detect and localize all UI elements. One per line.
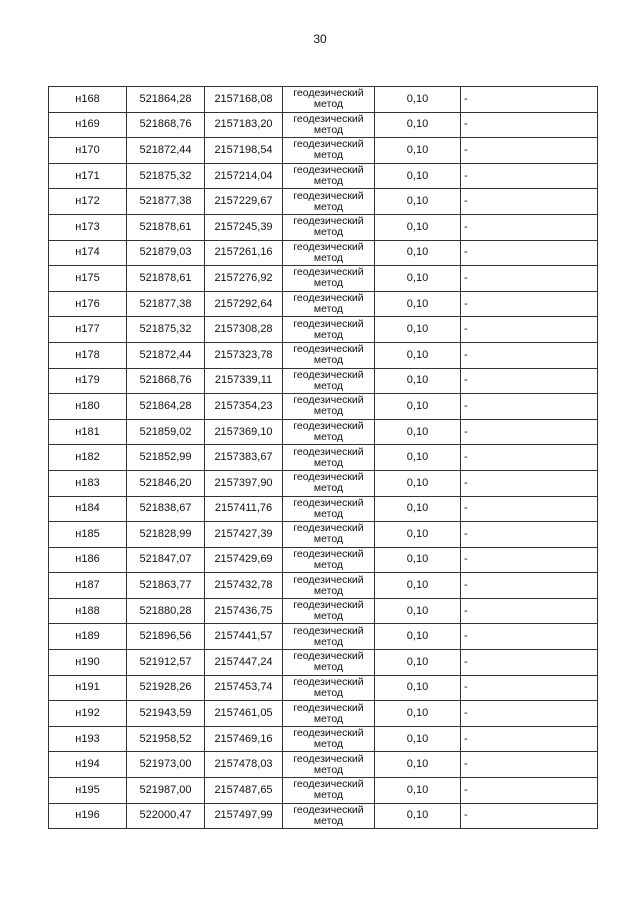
point-cell: н176 [49,291,127,317]
accuracy-cell: 0,10 [375,778,461,804]
method-line-1: геодезический [293,778,364,791]
table-row [49,726,598,752]
accuracy-cell: 0,10 [375,470,461,496]
accuracy-cell: 0,10 [375,240,461,266]
method-line-2: метод [313,686,344,699]
x-coordinate-cell: 521852,99 [127,445,205,471]
accuracy-cell: 0,10 [375,394,461,420]
table-row [49,547,598,573]
point-cell: н183 [49,470,127,496]
table-row [49,317,598,343]
y-coordinate-cell: 2157411,76 [205,496,283,522]
point-cell: н189 [49,624,127,650]
y-coordinate-cell: 2157397,90 [205,470,283,496]
table-row [49,87,598,113]
y-coordinate-cell: 2157245,39 [205,214,283,240]
method-cell [283,317,375,343]
x-coordinate-cell: 521828,99 [127,522,205,548]
y-coordinate-cell: 2157447,24 [205,650,283,676]
method-line-2: метод [313,507,344,520]
x-coordinate-cell: 521864,28 [127,394,205,420]
accuracy-cell: 0,10 [375,598,461,624]
method-line-1: геодезический [293,752,364,765]
note-cell: - [461,419,598,445]
x-coordinate-cell: 521864,28 [127,87,205,113]
method-cell [283,163,375,189]
table-row [49,214,598,240]
method-line-2: метод [313,251,344,264]
x-coordinate-cell: 521846,20 [127,470,205,496]
method-cell [283,470,375,496]
method-line-2: метод [313,123,344,136]
point-cell: н170 [49,138,127,164]
y-coordinate-cell: 2157214,04 [205,163,283,189]
point-cell: н179 [49,368,127,394]
y-coordinate-cell: 2157261,16 [205,240,283,266]
method-line-2: метод [313,149,344,162]
method-line-2: метод [313,328,344,341]
accuracy-cell: 0,10 [375,701,461,727]
x-coordinate-cell: 521958,52 [127,726,205,752]
method-cell [283,368,375,394]
point-cell: н188 [49,598,127,624]
y-coordinate-cell: 2157292,64 [205,291,283,317]
method-line-2: метод [313,610,344,623]
x-coordinate-cell: 521838,67 [127,496,205,522]
accuracy-cell: 0,10 [375,87,461,113]
method-line-1: геодезический [293,189,364,202]
x-coordinate-cell: 521872,44 [127,138,205,164]
note-cell: - [461,394,598,420]
note-cell: - [461,342,598,368]
y-coordinate-cell: 2157354,23 [205,394,283,420]
note-cell: - [461,624,598,650]
method-cell [283,522,375,548]
accuracy-cell: 0,10 [375,342,461,368]
method-cell [283,726,375,752]
method-cell [283,291,375,317]
y-coordinate-cell: 2157383,67 [205,445,283,471]
method-cell [283,87,375,113]
x-coordinate-cell: 521878,61 [127,214,205,240]
y-coordinate-cell: 2157487,65 [205,778,283,804]
accuracy-cell: 0,10 [375,624,461,650]
y-coordinate-cell: 2157497,99 [205,803,283,829]
table-row [49,368,598,394]
accuracy-cell: 0,10 [375,573,461,599]
point-cell: н181 [49,419,127,445]
point-cell: н192 [49,701,127,727]
method-line-2: метод [313,303,344,316]
y-coordinate-cell: 2157429,69 [205,547,283,573]
point-cell: н175 [49,266,127,292]
method-cell [283,650,375,676]
method-line-1: геодезический [293,368,364,381]
accuracy-cell: 0,10 [375,522,461,548]
y-coordinate-cell: 2157453,74 [205,675,283,701]
point-cell: н184 [49,496,127,522]
method-line-2: метод [313,712,344,725]
method-cell [283,112,375,138]
y-coordinate-cell: 2157478,03 [205,752,283,778]
x-coordinate-cell: 521878,61 [127,266,205,292]
method-line-1: геодезический [293,292,364,305]
method-cell [283,675,375,701]
x-coordinate-cell: 521863,77 [127,573,205,599]
note-cell: - [461,445,598,471]
note-cell: - [461,701,598,727]
table-row [49,752,598,778]
method-cell [283,803,375,829]
method-line-1: геодезический [293,471,364,484]
note-cell: - [461,291,598,317]
table-row [49,573,598,599]
note-cell: - [461,214,598,240]
y-coordinate-cell: 2157229,67 [205,189,283,215]
note-cell: - [461,675,598,701]
x-coordinate-cell: 522000,47 [127,803,205,829]
accuracy-cell: 0,10 [375,189,461,215]
method-line-1: геодезический [293,522,364,535]
table-row [49,445,598,471]
method-cell [283,573,375,599]
note-cell: - [461,650,598,676]
x-coordinate-cell: 521928,26 [127,675,205,701]
x-coordinate-cell: 521973,00 [127,752,205,778]
method-line-2: метод [313,738,344,751]
table-row [49,778,598,804]
method-line-2: метод [313,584,344,597]
method-line-1: геодезический [293,445,364,458]
y-coordinate-cell: 2157198,54 [205,138,283,164]
x-coordinate-cell: 521868,76 [127,112,205,138]
method-line-2: метод [313,635,344,648]
method-line-2: метод [313,814,344,827]
table-row [49,189,598,215]
x-coordinate-cell: 521875,32 [127,317,205,343]
point-cell: н193 [49,726,127,752]
method-cell [283,778,375,804]
note-cell: - [461,470,598,496]
method-line-1: геодезический [293,266,364,279]
method-cell [283,752,375,778]
point-cell: н168 [49,87,127,113]
note-cell: - [461,317,598,343]
point-cell: н187 [49,573,127,599]
point-cell: н178 [49,342,127,368]
method-line-2: метод [313,354,344,367]
point-cell: н186 [49,547,127,573]
coordinates-table [48,86,598,829]
y-coordinate-cell: 2157323,78 [205,342,283,368]
table-row [49,650,598,676]
method-line-2: метод [313,533,344,546]
note-cell: - [461,547,598,573]
x-coordinate-cell: 521868,76 [127,368,205,394]
method-line-1: геодезический [293,138,364,151]
note-cell: - [461,266,598,292]
method-line-1: геодезический [293,573,364,586]
point-cell: н182 [49,445,127,471]
y-coordinate-cell: 2157469,16 [205,726,283,752]
y-coordinate-cell: 2157339,11 [205,368,283,394]
accuracy-cell: 0,10 [375,138,461,164]
method-line-1: геодезический [293,650,364,663]
method-line-1: геодезический [293,496,364,509]
accuracy-cell: 0,10 [375,650,461,676]
accuracy-cell: 0,10 [375,368,461,394]
method-line-2: метод [313,226,344,239]
table-row [49,112,598,138]
method-line-2: метод [313,558,344,571]
accuracy-cell: 0,10 [375,726,461,752]
method-line-1: геодезический [293,701,364,714]
method-line-1: геодезический [293,675,364,688]
y-coordinate-cell: 2157432,78 [205,573,283,599]
point-cell: н196 [49,803,127,829]
point-cell: н177 [49,317,127,343]
point-cell: н195 [49,778,127,804]
point-cell: н190 [49,650,127,676]
accuracy-cell: 0,10 [375,317,461,343]
note-cell: - [461,368,598,394]
note-cell: - [461,726,598,752]
method-cell [283,266,375,292]
accuracy-cell: 0,10 [375,675,461,701]
note-cell: - [461,112,598,138]
table-row [49,138,598,164]
note-cell: - [461,189,598,215]
method-line-1: геодезический [293,394,364,407]
x-coordinate-cell: 521987,00 [127,778,205,804]
method-line-2: метод [313,789,344,802]
method-cell [283,445,375,471]
note-cell: - [461,752,598,778]
method-line-1: геодезический [293,803,364,816]
point-cell: н169 [49,112,127,138]
note-cell: - [461,573,598,599]
method-line-1: геодезический [293,87,364,100]
x-coordinate-cell: 521859,02 [127,419,205,445]
table-row [49,163,598,189]
method-cell [283,624,375,650]
x-coordinate-cell: 521912,57 [127,650,205,676]
x-coordinate-cell: 521879,03 [127,240,205,266]
accuracy-cell: 0,10 [375,163,461,189]
point-cell: н173 [49,214,127,240]
method-line-2: метод [313,456,344,469]
method-cell [283,189,375,215]
method-line-2: метод [313,277,344,290]
method-line-1: геодезический [293,599,364,612]
accuracy-cell: 0,10 [375,419,461,445]
y-coordinate-cell: 2157308,28 [205,317,283,343]
note-cell: - [461,803,598,829]
table-row [49,496,598,522]
note-cell: - [461,240,598,266]
note-cell: - [461,138,598,164]
point-cell: н191 [49,675,127,701]
coordinates-table-body [49,87,598,829]
accuracy-cell: 0,10 [375,803,461,829]
method-cell [283,419,375,445]
y-coordinate-cell: 2157427,39 [205,522,283,548]
method-line-1: геодезический [293,112,364,125]
method-line-1: геодезический [293,343,364,356]
method-cell [283,240,375,266]
method-cell [283,138,375,164]
note-cell: - [461,496,598,522]
method-line-2: метод [313,200,344,213]
y-coordinate-cell: 2157461,05 [205,701,283,727]
y-coordinate-cell: 2157369,10 [205,419,283,445]
point-cell: н171 [49,163,127,189]
x-coordinate-cell: 521896,56 [127,624,205,650]
accuracy-cell: 0,10 [375,214,461,240]
method-line-2: метод [313,405,344,418]
table-row [49,701,598,727]
note-cell: - [461,598,598,624]
y-coordinate-cell: 2157168,08 [205,87,283,113]
method-line-1: геодезический [293,547,364,560]
table-row [49,624,598,650]
method-line-1: геодезический [293,420,364,433]
table-row [49,803,598,829]
method-line-1: геодезический [293,164,364,177]
note-cell: - [461,87,598,113]
table-row [49,394,598,420]
table-row [49,470,598,496]
x-coordinate-cell: 521877,38 [127,189,205,215]
method-line-2: метод [313,175,344,188]
table-row [49,342,598,368]
method-line-1: геодезический [293,624,364,637]
point-cell: н172 [49,189,127,215]
table-row [49,266,598,292]
point-cell: н174 [49,240,127,266]
method-line-1: геодезический [293,240,364,253]
method-line-2: метод [313,431,344,444]
method-line-1: геодезический [293,215,364,228]
method-line-2: метод [313,482,344,495]
method-cell [283,214,375,240]
x-coordinate-cell: 521847,07 [127,547,205,573]
table-row [49,240,598,266]
method-line-1: геодезический [293,317,364,330]
point-cell: н194 [49,752,127,778]
accuracy-cell: 0,10 [375,112,461,138]
y-coordinate-cell: 2157276,92 [205,266,283,292]
point-cell: н185 [49,522,127,548]
method-cell [283,598,375,624]
method-line-2: метод [313,379,344,392]
table-row [49,675,598,701]
table-row [49,419,598,445]
accuracy-cell: 0,10 [375,291,461,317]
page-number: 30 [313,32,327,46]
method-line-1: геодезический [293,727,364,740]
x-coordinate-cell: 521872,44 [127,342,205,368]
note-cell: - [461,163,598,189]
method-cell [283,394,375,420]
point-cell: н180 [49,394,127,420]
x-coordinate-cell: 521875,32 [127,163,205,189]
method-cell [283,701,375,727]
accuracy-cell: 0,10 [375,445,461,471]
note-cell: - [461,778,598,804]
table-row [49,598,598,624]
method-line-2: метод [313,763,344,776]
y-coordinate-cell: 2157436,75 [205,598,283,624]
method-line-2: метод [313,661,344,674]
table-row [49,291,598,317]
method-cell [283,342,375,368]
method-cell [283,496,375,522]
table-row [49,522,598,548]
x-coordinate-cell: 521880,28 [127,598,205,624]
x-coordinate-cell: 521877,38 [127,291,205,317]
y-coordinate-cell: 2157183,20 [205,112,283,138]
method-line-2: метод [313,98,344,111]
y-coordinate-cell: 2157441,57 [205,624,283,650]
accuracy-cell: 0,10 [375,266,461,292]
note-cell: - [461,522,598,548]
method-cell [283,547,375,573]
accuracy-cell: 0,10 [375,496,461,522]
accuracy-cell: 0,10 [375,547,461,573]
accuracy-cell: 0,10 [375,752,461,778]
x-coordinate-cell: 521943,59 [127,701,205,727]
